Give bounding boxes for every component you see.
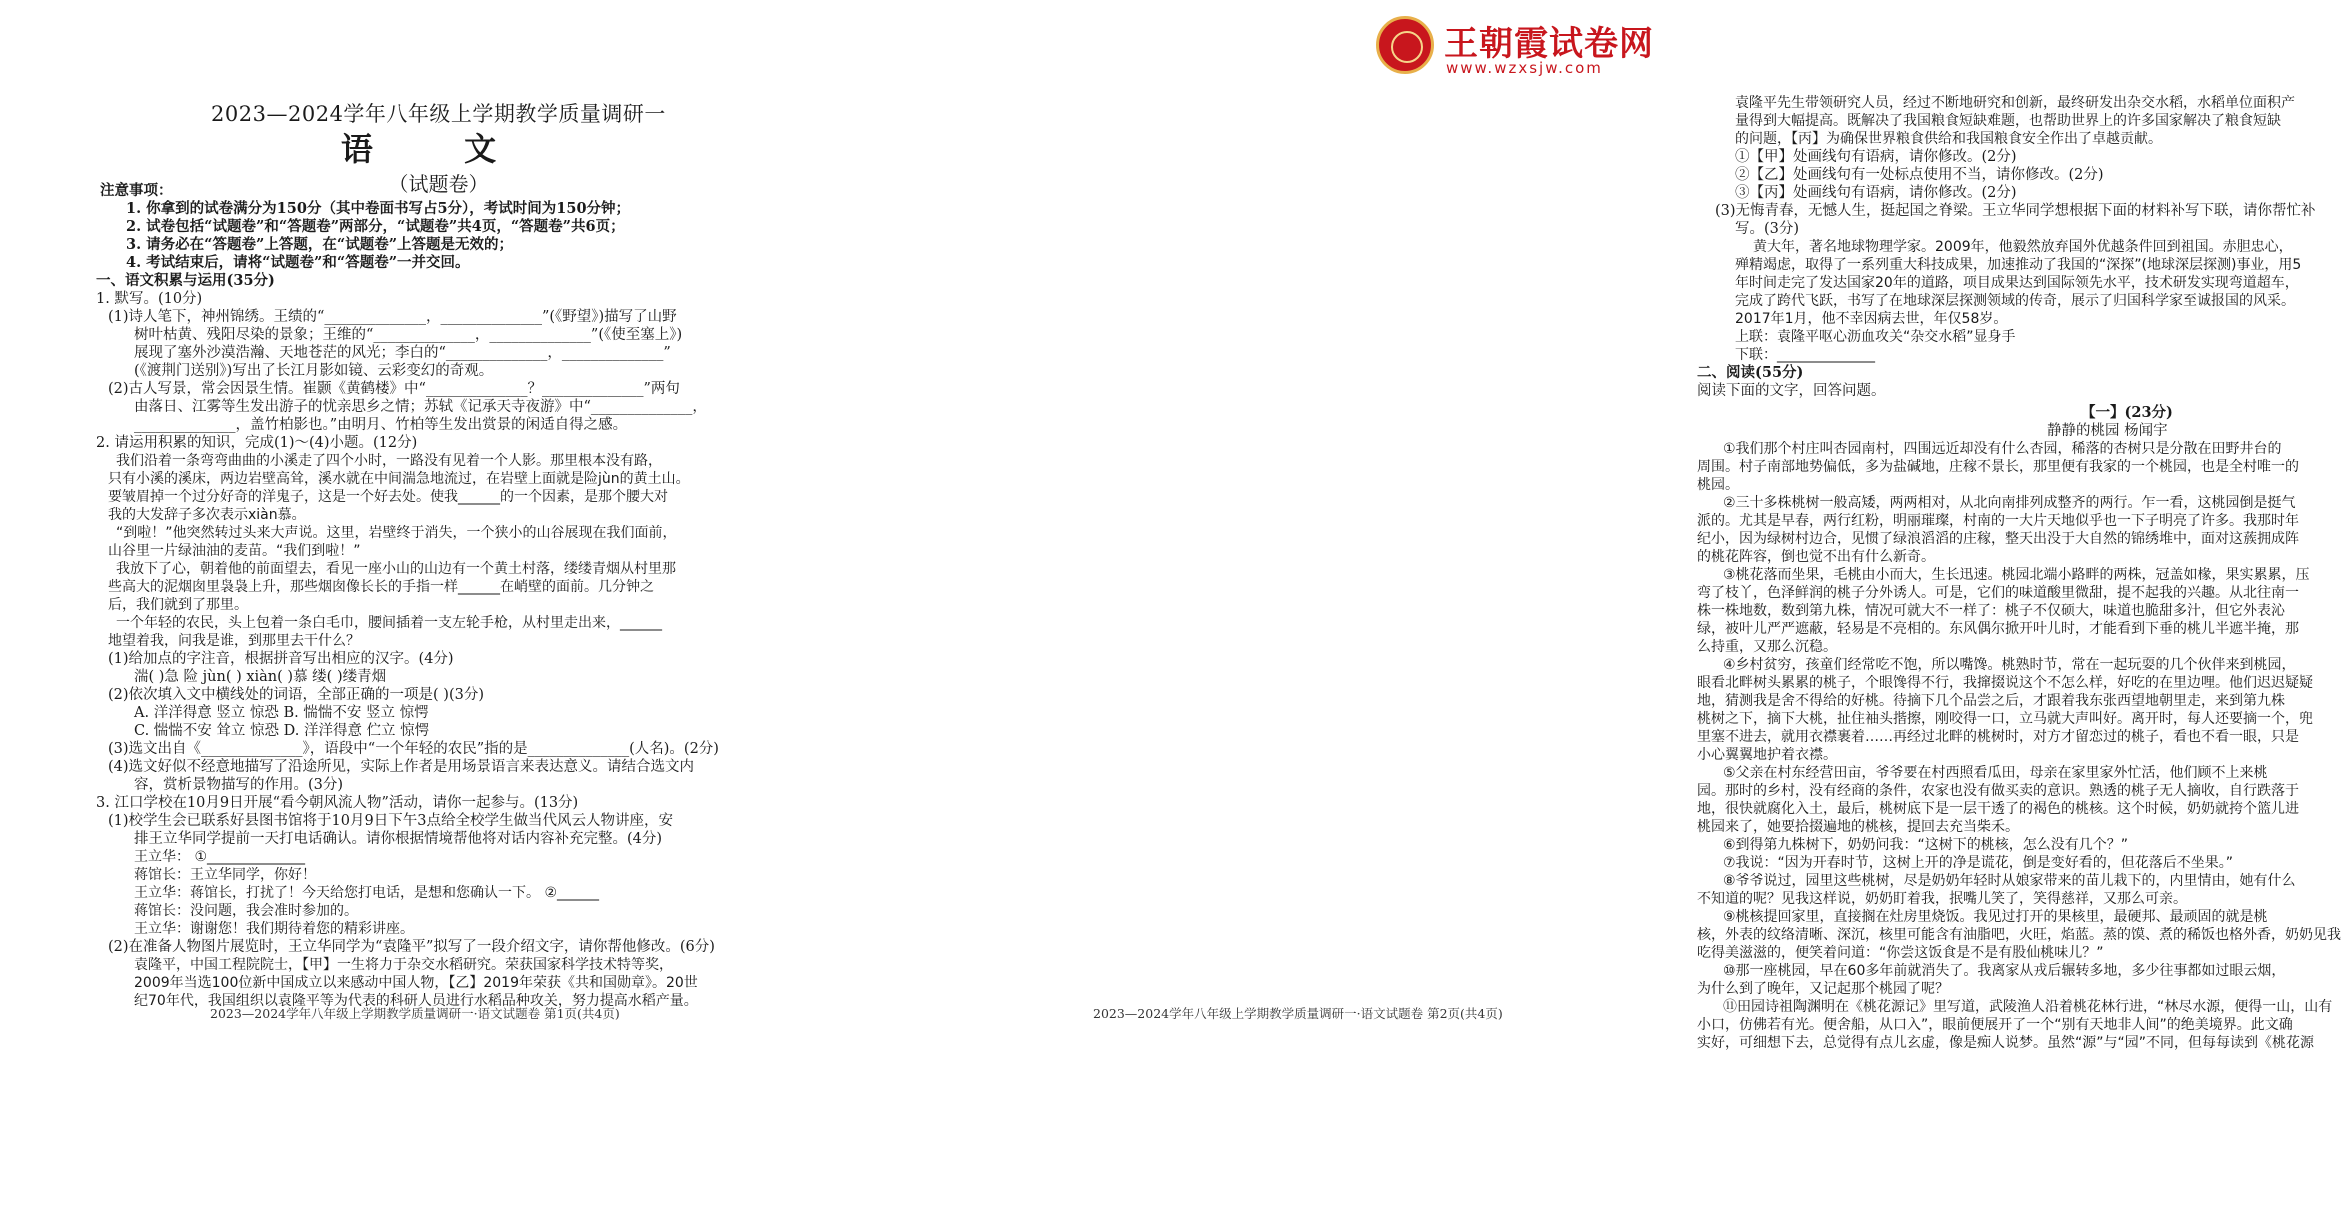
- text-line: 容，赏析景物描写的作用。(3分): [134, 777, 344, 793]
- text-line: 地，猜测我是舍不得给的好桃。待摘下几个品尝之后，才跟着我东张西望地朝里走，来到第九株: [1697, 693, 2285, 709]
- text-line: 纪小，因为绿树村边合，见惯了绿浪滔滔的庄稼，整天出没于大自然的锦绣堆中，面对这蔟拥成阵: [1697, 531, 2299, 547]
- text-line: 一个年轻的农民，头上包着一条白毛巾，腰间插着一支左轮手枪，从村里走出来，______: [116, 615, 662, 631]
- text-line: 【一】(23分): [2081, 404, 2173, 421]
- text-line: ⑥到得第九株树下，奶奶问我：“这树下的桃核，怎么没有几个？”: [1723, 837, 2129, 853]
- text-line: 桃园。: [1697, 477, 1739, 493]
- text-line: 王立华：蒋馆长，打扰了！今天给您打电话，是想和您确认一下。 ②______: [134, 885, 599, 901]
- text-line: 蒋馆长：没问题，我会准时参加的。: [134, 903, 358, 919]
- text-line: 1. 默写。(10分): [96, 291, 203, 307]
- site-name: 王朝霞试卷网: [1444, 24, 1654, 64]
- text-line: 袁隆平，中国工程院院士，【甲】一生将力于杂交水稻研究。荣获国家科学技术特等奖，: [134, 957, 673, 973]
- text-line: 核，外表的纹络清晰、深沉，核里可能含有油脂吧，火旺，焰蓝。蒸的馍、煮的稀饭也格外香，奶奶见我: [1697, 927, 2341, 943]
- text-line: 的桃花阵容，倒也觉不出有什么新奇。: [1697, 549, 1935, 565]
- text-line: 为什么到了晚年，又记起那个桃园了呢？: [1697, 981, 1949, 997]
- text-line: (1)校学生会已联系好县图书馆将于10月9日下午3点给全校学生做当代风云人物讲座，安: [108, 813, 673, 829]
- text-line: 由落日、江雾等生发出游子的忧亲思乡之情；苏轼《记承天寺夜游》中“______________，: [134, 399, 707, 415]
- site-url: www.wzxsjw.com: [1446, 59, 1603, 77]
- text-line: 纪70年代，我国组织以袁隆平等为代表的科研人员进行水稻品种攻关，努力提高水稻产量。: [134, 993, 698, 1009]
- text-line: 桃园来了，她要拾掇遍地的桃核，提回去充当柴禾。: [1697, 819, 2019, 835]
- text-line: 株一株地数，数到第九株，情况可就大不一样了：桃子不仅硕大，味道也脆甜多汁，但它外表沁: [1697, 603, 2285, 619]
- page-2-footer: 2023—2024学年八年级上学期教学质量调研一·语文试题卷 第2页(共4页): [1093, 1006, 1503, 1021]
- page-1-footer: 2023—2024学年八年级上学期教学质量调研一·语文试题卷 第1页(共4页): [210, 1006, 620, 1021]
- exam-page-1: [0, 0, 877, 1212]
- text-line: “到啦！”他突然转过头来大声说。这里，岩壁终于消失，一个狭小的山谷展现在我们面前，: [116, 525, 677, 541]
- exam-page-2: [877, 0, 2341, 1212]
- text-line: 下联：______________: [1735, 347, 1875, 363]
- text-line: 排王立华同学提前一天打电话确认。请你根据情境帮他将对话内容补充完整。(4分): [134, 831, 663, 847]
- text-line: (1)诗人笔下，神州锦绣。王绩的“______________，______________”(《野望》)描写了山野: [108, 309, 677, 325]
- text-line: 王立华： ①______________: [134, 849, 306, 865]
- text-line: (2)依次填入文中横线处的词语，全部正确的一项是( )(3分): [108, 687, 484, 703]
- text-line: 眼看北畔树头累累的桃子，个眼馋得不行，我撺掇说这个不怎么样，好吃的在里边哩。他们迟迟疑疑: [1697, 675, 2313, 691]
- text-line: 3. 江口学校在10月9日开展“看今朝风流人物”活动，请你一起参与。(13分): [96, 795, 579, 811]
- text-line: 展现了塞外沙漠浩瀚、天地苍茫的风光；李白的“______________，______________”: [134, 345, 671, 361]
- text-line: 殚精竭虑，取得了一系列重大科技成果，加速推动了我国的“深探”(地球深层探测)事业，用5: [1735, 257, 2302, 273]
- text-line: 1. 你拿到的试卷满分为150分（其中卷面书写占5分），考试时间为150分钟；: [126, 200, 631, 217]
- subject-title: 语 文: [340, 130, 537, 168]
- text-line: 里塞不进去，就用衣襟裹着……再经过北畔的桃树时，对方才留恋过的桃子，看也不看一眼，只是: [1697, 729, 2299, 745]
- text-line: ⑨桃核提回家里，直接搁在灶房里烧饭。我见过打开的果核里，最硬邦、最顽固的就是桃: [1723, 909, 2268, 925]
- text-line: ①我们那个村庄叫杏园南村，四围远近却没有什么杏园，稀落的杏树只是分散在田野井台的: [1723, 441, 2282, 457]
- text-line: (2)在准备人物图片展览时，王立华同学为“袁隆平”拟写了一段介绍文字，请你帮他修改。(6分): [108, 939, 715, 955]
- text-line: ⑤父亲在村东经营田亩，爷爷要在村西照看瓜田，母亲在家里家外忙活，他们顾不上来桃: [1723, 765, 2268, 781]
- text-line: 量得到大幅提高。既解决了我国粮食短缺难题，也帮助世界上的许多国家解决了粮食短缺: [1735, 113, 2281, 129]
- text-line: (1)给加点的字注音，根据拼音写出相应的汉字。(4分): [108, 651, 454, 667]
- text-line: 的问题，【丙】为确保世界粮食供给和我国粮食安全作出了卓越贡献。: [1735, 131, 2162, 147]
- text-line: 不知道的呢？见我这样说，奶奶盯着我，抿嘴儿笑了，笑得慈祥，又那么可亲。: [1697, 891, 2187, 907]
- text-line: 吃得美滋滋的，便笑着问道：“你尝这饭食是不是有股仙桃味儿？”: [1697, 945, 2104, 961]
- text-line: 2009年当选100位新中国成立以来感动中国人物，【乙】2019年荣获《共和国勋章》。20世: [134, 975, 698, 991]
- text-line: 山谷里一片绿油油的麦苗。“我们到啦！”: [108, 543, 361, 559]
- text-line: 周围。村子南部地势偏低，多为盐碱地，庄稼不景长，那里便有我家的一个桃园，也是全村唯一的: [1697, 459, 2299, 475]
- text-line: 蒋馆长：王立华同学，你好！: [134, 867, 316, 883]
- text-line: (2)古人写景，常会因景生情。崔颢《黄鹤楼》中“______________？______________”两句: [108, 381, 680, 397]
- text-line: (3)无悔青春，无憾人生，挺起国之脊梁。王立华同学想根据下面的材料补写下联，请你帮忙补: [1715, 203, 2316, 219]
- text-line: ⑪田园诗祖陶渊明在《桃花源记》里写道，武陵渔人沿着桃花林行进，“林尽水源，便得一山，山有: [1723, 999, 2333, 1015]
- text-line: 实好，可细想下去，总觉得有点儿玄虚，像是痴人说梦。虽然“源”与“园”不同，但每每读到《桃花源: [1697, 1035, 2315, 1051]
- text-line: 只有小溪的溪床，两边岩壁高耸，溪水就在中间湍急地流过，在岩壁上面就是险jùn的黄土山。: [108, 471, 690, 487]
- text-line: ②三十多株桃树一般高矮，两两相对，从北向南排列成整齐的两行。乍一看，这桃园倒是挺气: [1723, 495, 2296, 511]
- text-line: ③桃花落而坐果，毛桃由小而大，生长迅速。桃园北端小路畔的两株，冠盖如椽，果实累累，压: [1723, 567, 2310, 583]
- text-line: 2017年1月，他不幸因病去世，年仅58岁。: [1735, 311, 2008, 327]
- text-line: 王立华：谢谢您！我们期待着您的精彩讲座。: [134, 921, 414, 937]
- text-line: 袁隆平先生带领研究人员，经过不断地研究和创新，最终研发出杂交水稻，水稻单位面积产: [1735, 95, 2295, 111]
- text-line: 湍( )急 险 jùn( ) xiàn( )慕 缕( )缕青烟: [134, 669, 387, 685]
- text-line: ⑧爷爷说过，园里这些桃树，尽是奶奶年轻时从娘家带来的苗儿栽下的，内里情由，她有什么: [1723, 873, 2296, 889]
- text-line: 2. 试卷包括“试题卷”和“答题卷”两部分，“试题卷”共4页，“答题卷”共6页；: [126, 218, 625, 235]
- text-line: 树叶枯黄、残阳尽染的景象；王维的“______________，______________”(《使至塞上》): [134, 327, 683, 343]
- text-line: 静静的桃园 杨闻宇: [2047, 423, 2168, 439]
- text-line: (《渡荆门送别》)写出了长江月影如镜、云彩变幻的奇观。: [134, 363, 494, 379]
- exam-title: 2023—2024学年八年级上学期教学质量调研一: [211, 102, 666, 126]
- text-line: 派的。尤其是早春，两行红粉，明丽璀璨，村南的一大片天地似乎也一下子明亮了许多。我那时年: [1697, 513, 2299, 529]
- text-line: 上联：袁隆平呕心沥血攻关“杂交水稻”显身手: [1735, 329, 2016, 345]
- text-line: ⑩那一座桃园，早在60多年前就消失了。我离家从戎后辗转多地，多少往事都如过眼云烟，: [1723, 963, 2286, 979]
- paper-type: （试题卷）: [388, 172, 489, 196]
- text-line: 4. 考试结束后，请将“试题卷”和“答题卷”一并交回。: [126, 254, 470, 271]
- text-line: 我们沿着一条弯弯曲曲的小溪走了四个小时，一路没有见着一个人影。那里根本没有路，: [116, 453, 662, 469]
- text-line: 完成了跨代飞跃，书写了在地球深层探测领域的传奇，展示了归国科学家至诚报国的风采。: [1735, 293, 2295, 309]
- text-line: (3)选文出自《______________》，语段中“一个年轻的农民”指的是______________(人名)。(2分): [108, 741, 719, 757]
- text-line: 我的大发辞子多次表示xiàn慕。: [108, 507, 306, 523]
- text-line: C. 惴惴不安 耸立 惊恐 D. 洋洋得意 伫立 惊愕: [134, 723, 430, 739]
- text-line: 注意事项：: [100, 182, 173, 199]
- text-line: 要皱眉掉一个过分好奇的洋鬼子，这是一个好去处。使我______的一个因素，是那个腰大对: [108, 489, 668, 505]
- text-line: 小口，仿佛若有光。便舍船，从口入”，眼前便展开了一个“别有天地非人间”的绝美境界。此文确: [1697, 1017, 2293, 1033]
- text-line: 些高大的泥烟囱里袅袅上升，那些烟囱像长长的手指一样______在峭壁的面前。几分钟之: [108, 579, 654, 595]
- text-line: 年时间走完了发达国家20年的道路，项目成果达到国际领先水平，技术研发实现弯道超车，: [1735, 275, 2299, 291]
- text-line: ______________，盖竹柏影也。”由明月、竹柏等生发出赏景的闲适自得之感。: [134, 417, 628, 433]
- text-line: 2. 请运用积累的知识，完成(1)～(4)小题。(12分): [96, 435, 418, 451]
- text-line: 园。那时的乡村，没有经商的条件，农家也没有做买卖的意识。熟透的桃子无人摘收，自行跌落于: [1697, 783, 2299, 799]
- text-line: (4)选文好似不经意地描写了沿途所见，实际上作者是用场景语言来表达意义。请结合选文内: [108, 759, 695, 775]
- text-line: A. 洋洋得意 竖立 惊恐 B. 惴惴不安 竖立 惊愕: [134, 705, 429, 721]
- text-line: 3. 请务必在“答题卷”上答题，在“试题卷”上答题是无效的；: [126, 236, 514, 253]
- text-line: ①【甲】处画线句有语病，请你修改。(2分): [1735, 149, 2017, 165]
- text-line: 二、阅读(55分): [1697, 364, 1804, 381]
- text-line: ⑦我说：“因为开春时节，这树上开的净是谎花，倒是变好看的，但花落后不坐果。”: [1723, 855, 2234, 871]
- text-line: ③【丙】处画线句有语病，请你修改。(2分): [1735, 185, 2017, 201]
- text-line: 小心翼翼地护着衣襟。: [1697, 747, 1837, 763]
- text-line: 我放下了心，朝着他的前面望去，看见一座小山的山边有一个黄土村落，缕缕青烟从村里那: [116, 561, 676, 577]
- text-line: 地望着我，问我是谁，到那里去干什么？: [108, 633, 360, 649]
- text-line: ④乡村贫穷，孩童们经常吃不饱，所以嘴馋。桃熟时节，常在一起玩耍的几个伙伴来到桃园，: [1723, 657, 2296, 673]
- text-line: 一、语文积累与运用(35分): [96, 272, 275, 289]
- text-line: 阅读下面的文字，回答问题。: [1697, 383, 1886, 399]
- text-line: 么持重，又那么沉稳。: [1697, 639, 1837, 655]
- text-line: 地，很快就腐化入土，最后，桃树底下是一层干透了的褐色的桃核。这个时候，奶奶就挎个篮儿进: [1697, 801, 2299, 817]
- text-line: 弯了枝丫，色泽鲜润的桃子分外诱人。可是，它们的味道酸里微甜，提不起我的兴趣。从北往南一: [1697, 585, 2299, 601]
- text-line: 后，我们就到了那里。: [108, 597, 248, 613]
- text-line: 黄大年，著名地球物理学家。2009年，他毅然放弃国外优越条件回到祖国。赤胆忠心，: [1753, 239, 2293, 255]
- text-line: 绿，被叶儿严严遮蔽，轻易是不亮相的。东风偶尔掀开叶儿时，才能看到下垂的桃儿半遮半掩，那: [1697, 621, 2299, 637]
- text-line: 桃树之下，摘下大桃，扯住袖头揩擦，刚咬得一口，立马就大声叫好。离开时，每人还要摘一个，兜: [1697, 711, 2313, 727]
- text-line: ②【乙】处画线句有一处标点使用不当，请你修改。(2分): [1735, 167, 2104, 183]
- text-line: 写。(3分): [1735, 221, 1800, 237]
